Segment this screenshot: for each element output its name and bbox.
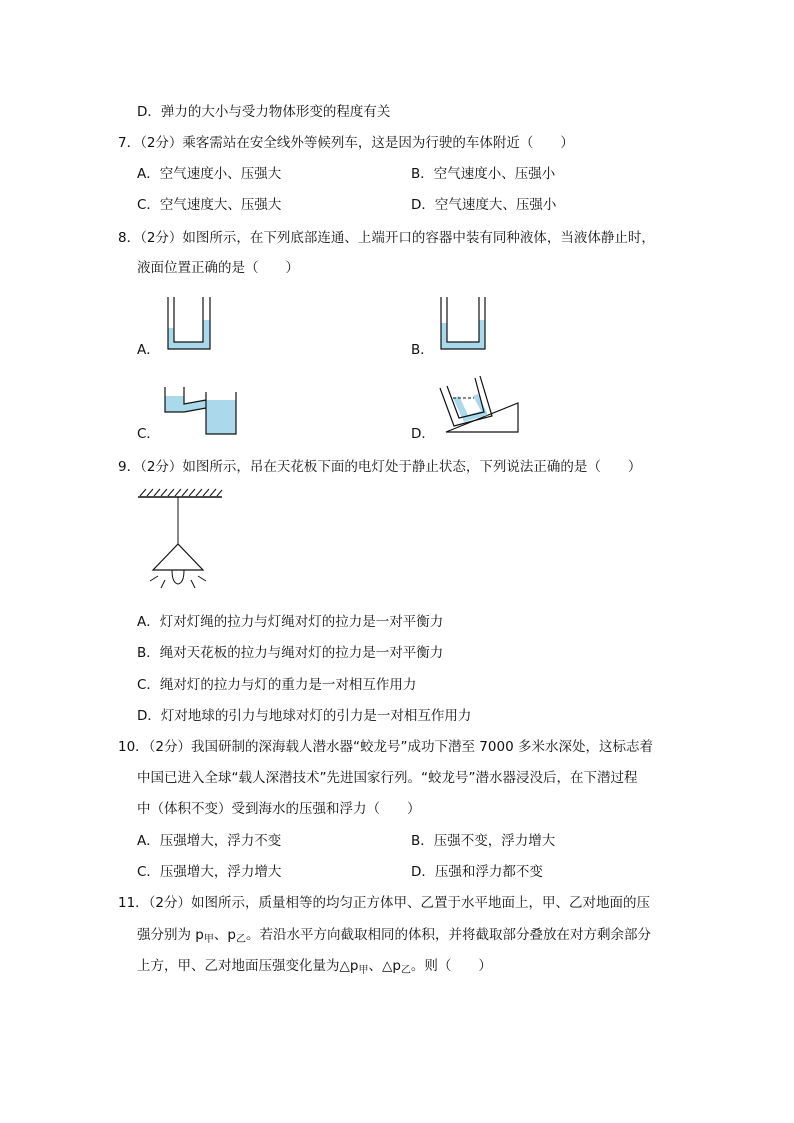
q8-label-a: A． [137,342,160,358]
q10-option-c: C．压强增大，浮力增大 [137,864,282,880]
q8-stem-line1: 8．（2分）如图所示，在下列底部连通、上端开口的容器中装有同种液体，当液体静止时， [118,230,655,246]
q7-option-d: D．空气速度大、压强小 [411,197,557,213]
q9-stem: 9．（2分）如图所示，吊在天花板下面的电灯处于静止状态，下列说法正确的是（ ） [118,459,642,475]
q10-stem-line1: 10．（2分）我国研制的深海载人潜水器“蛟龙号”成功下潜至 7000 多米水深处，这标志着 [118,739,653,755]
q11-sub-yi: 乙 [235,934,246,945]
q9-option-c: C．绳对灯的拉力与灯的重力是一对相互作用力 [137,677,417,693]
q11-sub-jia: 甲 [203,934,214,945]
q7-stem: 7．（2分）乘客需站在安全线外等候列车，这是因为行驶的车体附近（ ） [118,135,574,151]
q10-stem-line2: 中国已进入全球“载人深潜技术”先进国家行列。“蛟龙号”潜水器浸没后，在下潜过程 [137,770,638,786]
q11-sub-yi-2: 乙 [400,965,411,976]
q6-option-d: D．弹力的大小与受力物体形变的程度有关 [137,104,391,120]
q11-line2-part1: 强分别为 p [137,927,204,943]
q11-stem-line2 [137,926,651,946]
q10-option-a: A．压强增大，浮力不变 [137,833,282,849]
q9-option-a: A．灯对灯绳的拉力与灯绳对灯的拉力是一对平衡力 [137,614,444,630]
q11-stem-line1: 11．（2分）如图所示，质量相等的均匀正方体甲、乙置于水平地面上，甲、乙对地面的压 [118,895,651,911]
q9-lamp-figure [136,484,226,592]
q11-line2-part3: 。若沿水平方向截取相同的体积，并将截取部分叠放在对方剩余部分 [245,927,651,943]
q10-option-b: B．压强不变，浮力增大 [411,833,556,849]
q11-line3-part1: 上方，甲、乙对地面压强变化量为△p [137,958,359,974]
q11-line3-part3: 。则（ ） [410,958,492,974]
q8-label-d: D． [411,426,435,442]
q8-label-b: B． [411,342,434,358]
q10-stem-line3: 中（体积不变）受到海水的压强和浮力（ ） [137,801,421,817]
q8-label-c: C． [137,426,160,442]
q7-option-c: C．空气速度大、压强大 [137,197,282,213]
q8-stem-line2: 液面位置正确的是（ ） [137,260,299,276]
q8-figure-a [160,296,224,356]
q9-option-b: B．绳对天花板的拉力与绳对灯的拉力是一对平衡力 [137,645,444,661]
q11-line2-part2: 、p [213,927,236,943]
q8-figure-c [162,384,240,438]
q7-option-a: A．空气速度小、压强大 [137,166,282,182]
q11-sub-jia-2: 甲 [358,965,369,976]
q9-option-d: D．灯对地球的引力与地球对灯的引力是一对相互作用力 [137,708,472,724]
q7-option-b: B．空气速度小、压强小 [411,166,556,182]
q8-figure-d [436,370,524,438]
q11-stem-line3 [137,957,492,977]
q11-line3-part2: 、△p [368,958,401,974]
q10-option-d: D．压强和浮力都不变 [411,864,543,880]
q8-figure-b [436,296,496,356]
